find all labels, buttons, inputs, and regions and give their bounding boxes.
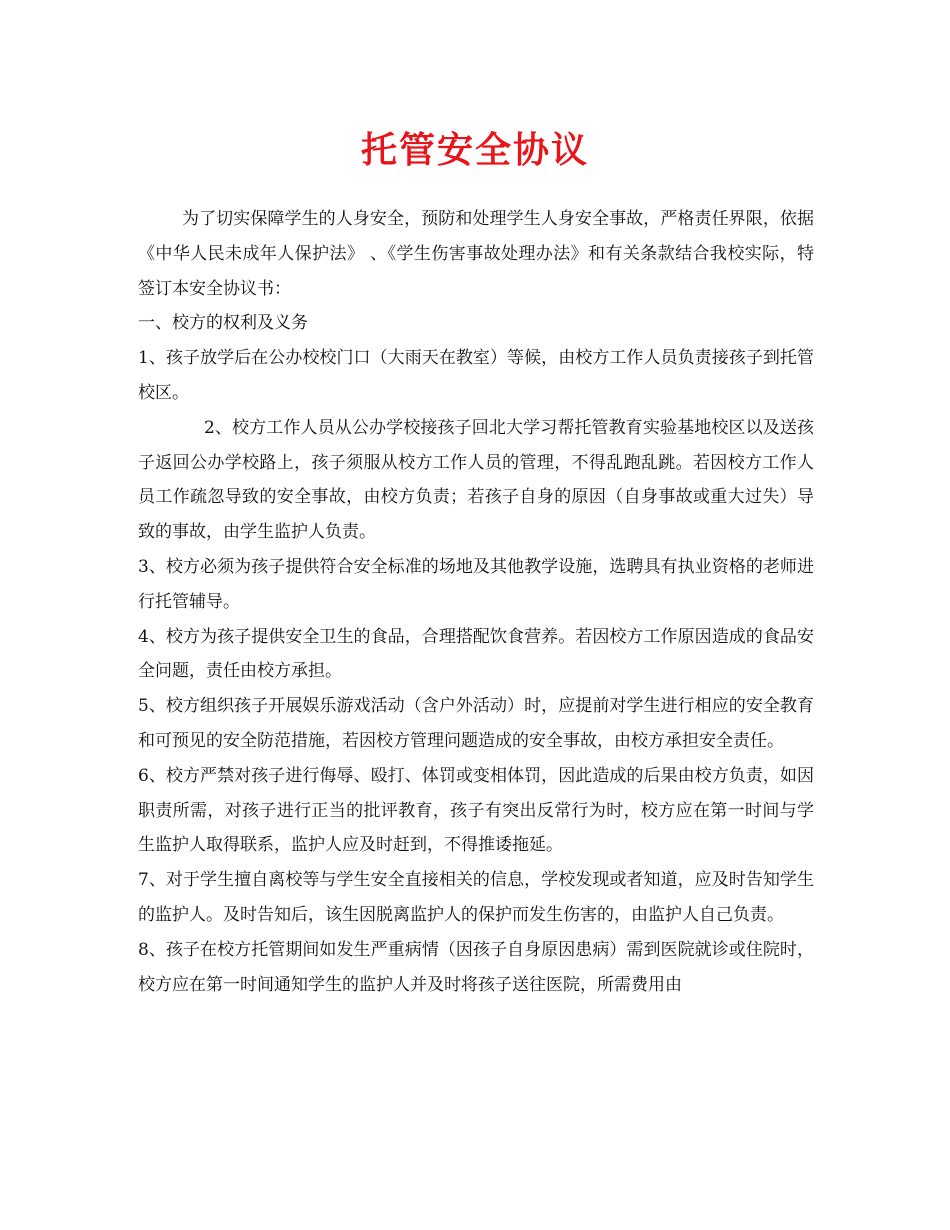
clause-8: 8、孩子在校方托管期间如发生严重病情（因孩子自身原因患病）需到医院就诊或住院时，校方应在第一时间通知学生的监护人并及时将孩子送往医院，所需费用由 (138, 939, 814, 995)
clause-6: 6、校方严禁对孩子进行侮辱、殴打、体罚或变相体罚，因此造成的后果由校方负责，如因职责所需，对孩子进行正当的批评教育，孩子有突出反常行为时，校方应在第一时间与学生监护人取得联系，监护人应及时赶到，不得推诿拖延。 (138, 765, 814, 856)
document-body (138, 202, 814, 1002)
document-title: 托管安全协议 (360, 129, 589, 171)
clause-1: 1、孩子放学后在公办校校门口（大雨天在教室）等候，由校方工作人员负责接孩子到托管校区。 (138, 348, 814, 403)
section-heading: 一、校方的权利及义务 (138, 313, 308, 334)
clause-4: 4、校方为孩子提供安全卫生的食品，合理搭配饮食营养。若因校方工作原因造成的食品安全问题，责任由校方承担。 (138, 626, 814, 682)
clause-2: 2、校方工作人员从公办学校接孩子回北大学习帮托管教育实验基地校区以及送孩子返回公办学校路上，孩子须服从校方工作人员的管理，不得乱跑乱跳。若因校方工作人员工作疏忽导致的安全事故，由校方负责；若孩子自身的原因（自身事故或重大过失）导致的事故，由学生监护人负责。 (138, 417, 814, 543)
clause-3: 3、校方必须为孩子提供符合安全标准的场地及其他教学设施，选聘具有执业资格的老师进行托管辅导。 (138, 556, 814, 612)
clause-5: 5、校方组织孩子开展娱乐游戏活动（含户外活动）时，应提前对学生进行相应的安全教育和可预见的安全防范措施，若因校方管理问题造成的安全事故，由校方承担安全责任。 (138, 696, 814, 751)
clause-7: 7、对于学生擅自离校等与学生安全直接相关的信息，学校发现或者知道，应及时告知学生的监护人。及时告知后，该生因脱离监护人的保护而发生伤害的，由监护人自己负责。 (138, 870, 814, 925)
intro-paragraph: 为了切实保障学生的人身安全，预防和处理学生人身安全事故，严格责任界限，依据《中华人民未成年人保护法》 、《学生伤害事故处理办法》和有关条款结合我校实际，特签订本安全协议书： (138, 209, 814, 299)
